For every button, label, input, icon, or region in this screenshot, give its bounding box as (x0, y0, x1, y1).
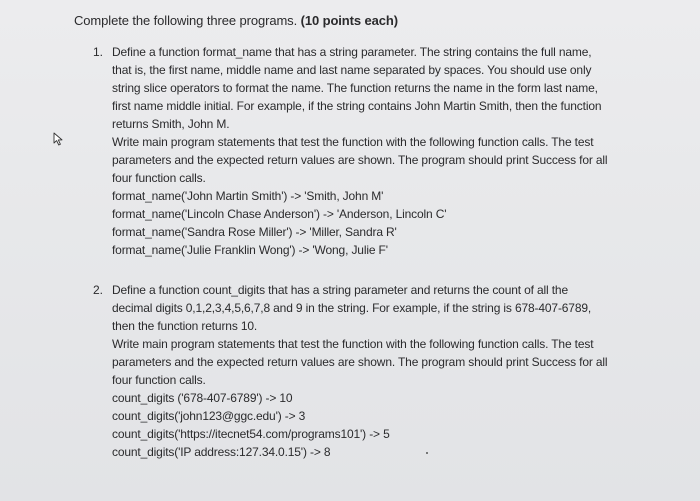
problem-2 (93, 281, 633, 471)
code-example: format_name('Lincoln Chase Anderson') -> 'Anderson, Lincoln C' (112, 207, 447, 221)
problem-line: parameters and the expected return values are shown. The program should print Success for all (112, 355, 608, 369)
screen-speck (426, 452, 428, 454)
problem-line: Define a function count_digits that has a string parameter and returns the count of all the (112, 283, 568, 297)
code-example: format_name('Sandra Rose Miller') -> 'Miller, Sandra R' (112, 225, 397, 239)
heading-points: (10 points each) (300, 13, 398, 28)
code-example: format_name('John Martin Smith') -> 'Smith, John M' (112, 189, 384, 203)
problem-line: that is, the first name, middle name and last name separated by spaces. You should use only (112, 63, 592, 77)
problem-line: then the function returns 10. (112, 319, 258, 333)
problem-line: Write main program statements that test the function with the following function calls. The test (112, 337, 594, 351)
problem-line: four function calls. (112, 171, 206, 185)
problem-line: decimal digits 0,1,2,3,4,5,6,7,8 and 9 in the string. For example, if the string is 678-407-6789, (112, 301, 592, 315)
problem-body (112, 281, 624, 461)
problem-line: Write main program statements that test the function with the following function calls. The test (112, 135, 594, 149)
mouse-cursor-icon (52, 132, 66, 146)
code-example: count_digits('https://itecnet54.com/programs101') -> 5 (112, 427, 390, 441)
code-example: format_name('Julie Franklin Wong') -> 'Wong, Julie F' (112, 243, 388, 257)
code-example: count_digits('john123@ggc.edu') -> 3 (112, 409, 306, 423)
problem-number: 1. (93, 45, 104, 59)
problem-1 (93, 43, 633, 263)
problem-line: returns Smith, John M. (112, 117, 230, 131)
problem-line: Define a function format_name that has a string parameter. The string contains the full name, (112, 45, 592, 59)
problem-line: string slice operators to format the name. The function returns the name in the form last name, (112, 81, 598, 95)
heading-text: Complete the following three programs. (74, 13, 301, 28)
problem-body (112, 43, 624, 259)
assignment-heading (74, 12, 398, 29)
problem-line: four function calls. (112, 373, 206, 387)
problem-line: first name middle initial. For example, if the string contains John Martin Smith, then the function (112, 99, 602, 113)
code-example: count_digits('IP address:127.34.0.15') -> 8 (112, 445, 331, 459)
problem-line: parameters and the expected return values are shown. The program should print Success for all (112, 153, 608, 167)
code-example: count_digits ('678-407-6789') -> 10 (112, 391, 293, 405)
problem-number: 2. (93, 283, 104, 297)
